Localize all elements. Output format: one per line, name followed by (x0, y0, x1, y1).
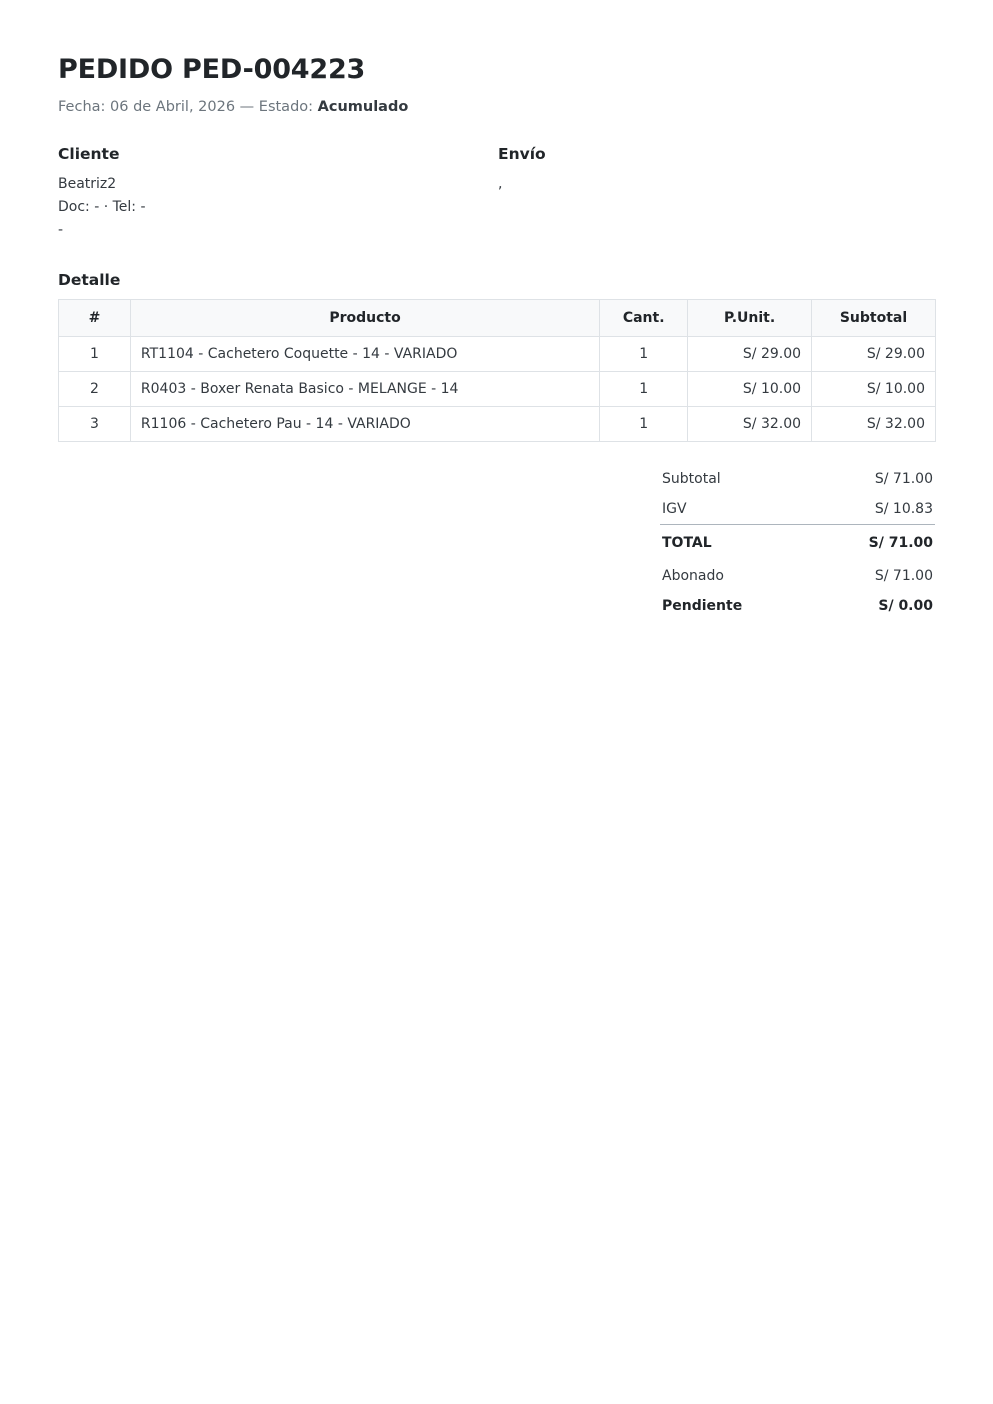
value-total: S/ 71.00 (812, 525, 935, 559)
totals-row-total (660, 525, 935, 559)
label-igv: IGV (662, 501, 687, 518)
totals-table (660, 464, 935, 621)
table-row (59, 407, 936, 442)
client-heading: Cliente (58, 145, 120, 163)
totals-row-abonado (660, 558, 935, 591)
parties-section (58, 145, 935, 242)
cell-subtotal: S/ 32.00 (812, 407, 936, 442)
client-block (58, 145, 498, 242)
cell-product: R1106 - Cachetero Pau - 14 - VARIADO (130, 407, 599, 442)
column-header-index: # (59, 300, 131, 337)
client-doc-tel: Doc: - · Tel: - (58, 199, 146, 216)
cell-index: 2 (59, 372, 131, 407)
cell-qty: 1 (600, 372, 688, 407)
table-row (59, 337, 936, 372)
client-name: Beatriz2 (58, 176, 117, 192)
shipping-heading: Envío (498, 145, 546, 163)
cell-subtotal: S/ 10.00 (812, 372, 936, 407)
cell-unit-price: S/ 10.00 (688, 372, 812, 407)
totals-section (58, 464, 935, 621)
client-address: - (58, 222, 64, 239)
totals-row-pendiente (660, 591, 935, 621)
value-abonado: S/ 71.00 (874, 568, 933, 585)
cell-qty: 1 (600, 407, 688, 442)
totals-row-igv (660, 494, 935, 525)
status-badge: Acumulado (317, 99, 409, 115)
document-meta (58, 99, 935, 115)
page-title: PEDIDO PED-004223 (58, 54, 366, 85)
column-header-product: Producto (130, 300, 599, 337)
cell-product: RT1104 - Cachetero Coquette - 14 - VARIADO (130, 337, 599, 372)
column-header-qty: Cant. (600, 300, 688, 337)
cell-unit-price: S/ 32.00 (688, 407, 812, 442)
shipping-block (498, 145, 935, 242)
cell-unit-price: S/ 29.00 (688, 337, 812, 372)
document-date-state-prefix: Fecha: 06 de Abril, 2026 — Estado: (58, 99, 318, 115)
column-header-unit-price: P.Unit. (688, 300, 812, 337)
cell-index: 3 (59, 407, 131, 442)
value-pendiente: S/ 0.00 (878, 598, 933, 615)
table-row (59, 372, 936, 407)
value-igv: S/ 10.83 (874, 501, 933, 518)
totals-row-subtotal (660, 464, 935, 494)
label-abonado: Abonado (662, 568, 724, 585)
cell-subtotal: S/ 29.00 (812, 337, 936, 372)
cell-index: 1 (59, 337, 131, 372)
detail-table (58, 299, 936, 442)
cell-qty: 1 (600, 337, 688, 372)
table-header-row (59, 300, 936, 337)
cell-product: R0403 - Boxer Renata Basico - MELANGE - 14 (130, 372, 599, 407)
label-subtotal: Subtotal (662, 471, 721, 488)
label-pendiente: Pendiente (662, 598, 743, 615)
column-header-subtotal: Subtotal (812, 300, 936, 337)
value-subtotal: S/ 71.00 (874, 471, 933, 488)
detail-heading: Detalle (58, 271, 121, 290)
label-total: TOTAL (660, 525, 812, 559)
shipping-address: , (498, 176, 503, 192)
